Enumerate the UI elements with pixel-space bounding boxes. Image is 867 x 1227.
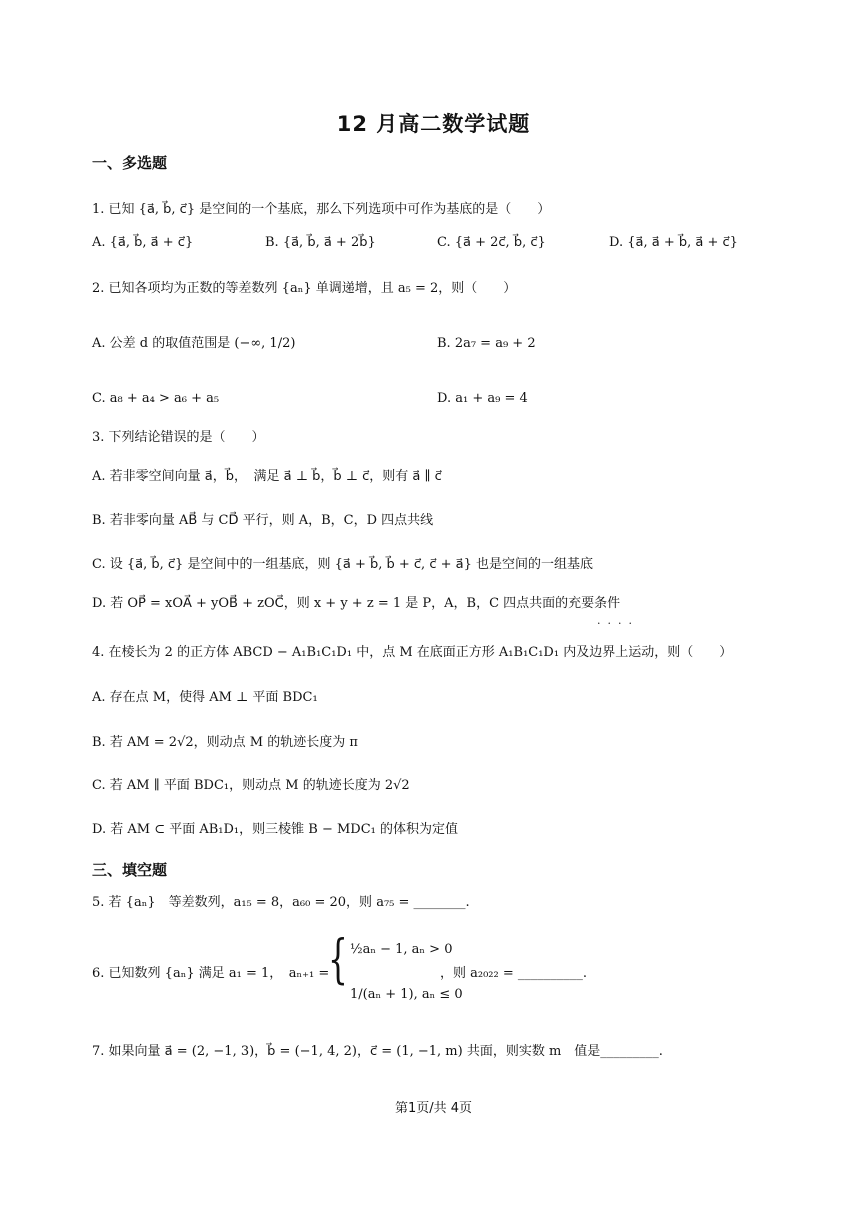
q3-option-b: B. 若非零向量 AB⃗ 与 CD⃗ 平行，则 A，B，C，D 四点共线 — [92, 513, 434, 528]
q2-option-a: A. 公差 d 的取值范围是 (−∞, 1/2) — [92, 336, 296, 351]
q3-option-d: D. 若 OP⃗ = xOA⃗ + yOB⃗ + zOC⃗，则 x + y + z = 1 是 P，A，B，C 四点共面的充要条件 — [92, 596, 621, 611]
q4-stem: 4. 在棱长为 2 的正方体 ABCD − A₁B₁C₁D₁ 中，点 M 在底面正方形 A₁B₁C₁D₁ 内及边界上运动，则（ ） — [92, 645, 733, 660]
q3-option-a: A. 若非零空间向量 a⃗，b⃗， 满足 a⃗ ⊥ b⃗，b⃗ ⊥ c⃗，则有 a⃗ ∥ c⃗ — [92, 469, 442, 484]
emphasis-dots: ···· — [597, 617, 639, 630]
q4-option-d: D. 若 AM ⊂ 平面 AB₁D₁，则三棱锥 B − MDC₁ 的体积为定值 — [92, 822, 458, 837]
q2-option-d: D. a₁ + a₉ = 4 — [437, 391, 528, 406]
q1-option-a: A. {a⃗, b⃗, a⃗ + c⃗} — [92, 235, 194, 250]
q3-option-c: C. 设 {a⃗, b⃗, c⃗} 是空间中的一组基底，则 {a⃗ + b⃗, b⃗ + c⃗, c⃗ + a⃗} 也是空间的一组基底 — [92, 557, 593, 572]
q2-option-b: B. 2a₇ = a₉ + 2 — [437, 336, 536, 351]
section-heading-multiple-choice: 一、多选题 — [92, 154, 168, 172]
q4-option-c: C. 若 AM ∥ 平面 BDC₁，则动点 M 的轨迹长度为 2√2 — [92, 778, 410, 793]
q2-option-c: C. a₈ + a₄ > a₆ + a₅ — [92, 391, 220, 406]
q1-option-b: B. {a⃗, b⃗, a⃗ + 2b⃗} — [265, 235, 376, 250]
q1-option-d: D. {a⃗, a⃗ + b⃗, a⃗ + c⃗} — [609, 235, 738, 250]
q7-stem: 7. 如果向量 a⃗ = (2, −1, 3)，b⃗ = (−1, 4, 2)，c⃗ = (1, −1, m) 共面，则实数 m 值是_________. — [92, 1044, 663, 1059]
q4-option-b: B. 若 AM = 2√2，则动点 M 的轨迹长度为 π — [92, 735, 358, 750]
q6-case-1: ½aₙ − 1, aₙ > 0 — [350, 942, 453, 957]
q6-suffix: ，则 a₂₀₂₂ = __________. — [440, 966, 588, 981]
page-footer: 第1页/共 4页 — [394, 1101, 473, 1116]
page-title: 12 月高二数学试题 — [336, 112, 531, 136]
q6-case-2: 1/(aₙ + 1), aₙ ≤ 0 — [350, 987, 463, 1002]
q4-option-a: A. 存在点 M，使得 AM ⊥ 平面 BDC₁ — [92, 690, 318, 705]
q6-prefix: 6. 已知数列 {aₙ} 满足 a₁ = 1， aₙ₊₁ = — [92, 966, 330, 981]
q2-stem: 2. 已知各项均为正数的等差数列 {aₙ} 单调递增，且 a₅ = 2，则（ ） — [92, 281, 517, 296]
q1-option-c: C. {a⃗ + 2c⃗, b⃗, c⃗} — [437, 235, 546, 250]
q1-stem: 1. 已知 {a⃗, b⃗, c⃗} 是空间的一个基底，那么下列选项中可作为基底的是（ ） — [92, 202, 551, 217]
section-heading-fill-in: 三、填空题 — [92, 861, 168, 879]
q6-brace: { — [328, 930, 348, 990]
q3-stem: 3. 下列结论错误的是（ ） — [92, 430, 265, 445]
q5-stem: 5. 若 {aₙ} 等差数列，a₁₅ = 8，a₆₀ = 20，则 a₇₅ = ________. — [92, 895, 470, 910]
